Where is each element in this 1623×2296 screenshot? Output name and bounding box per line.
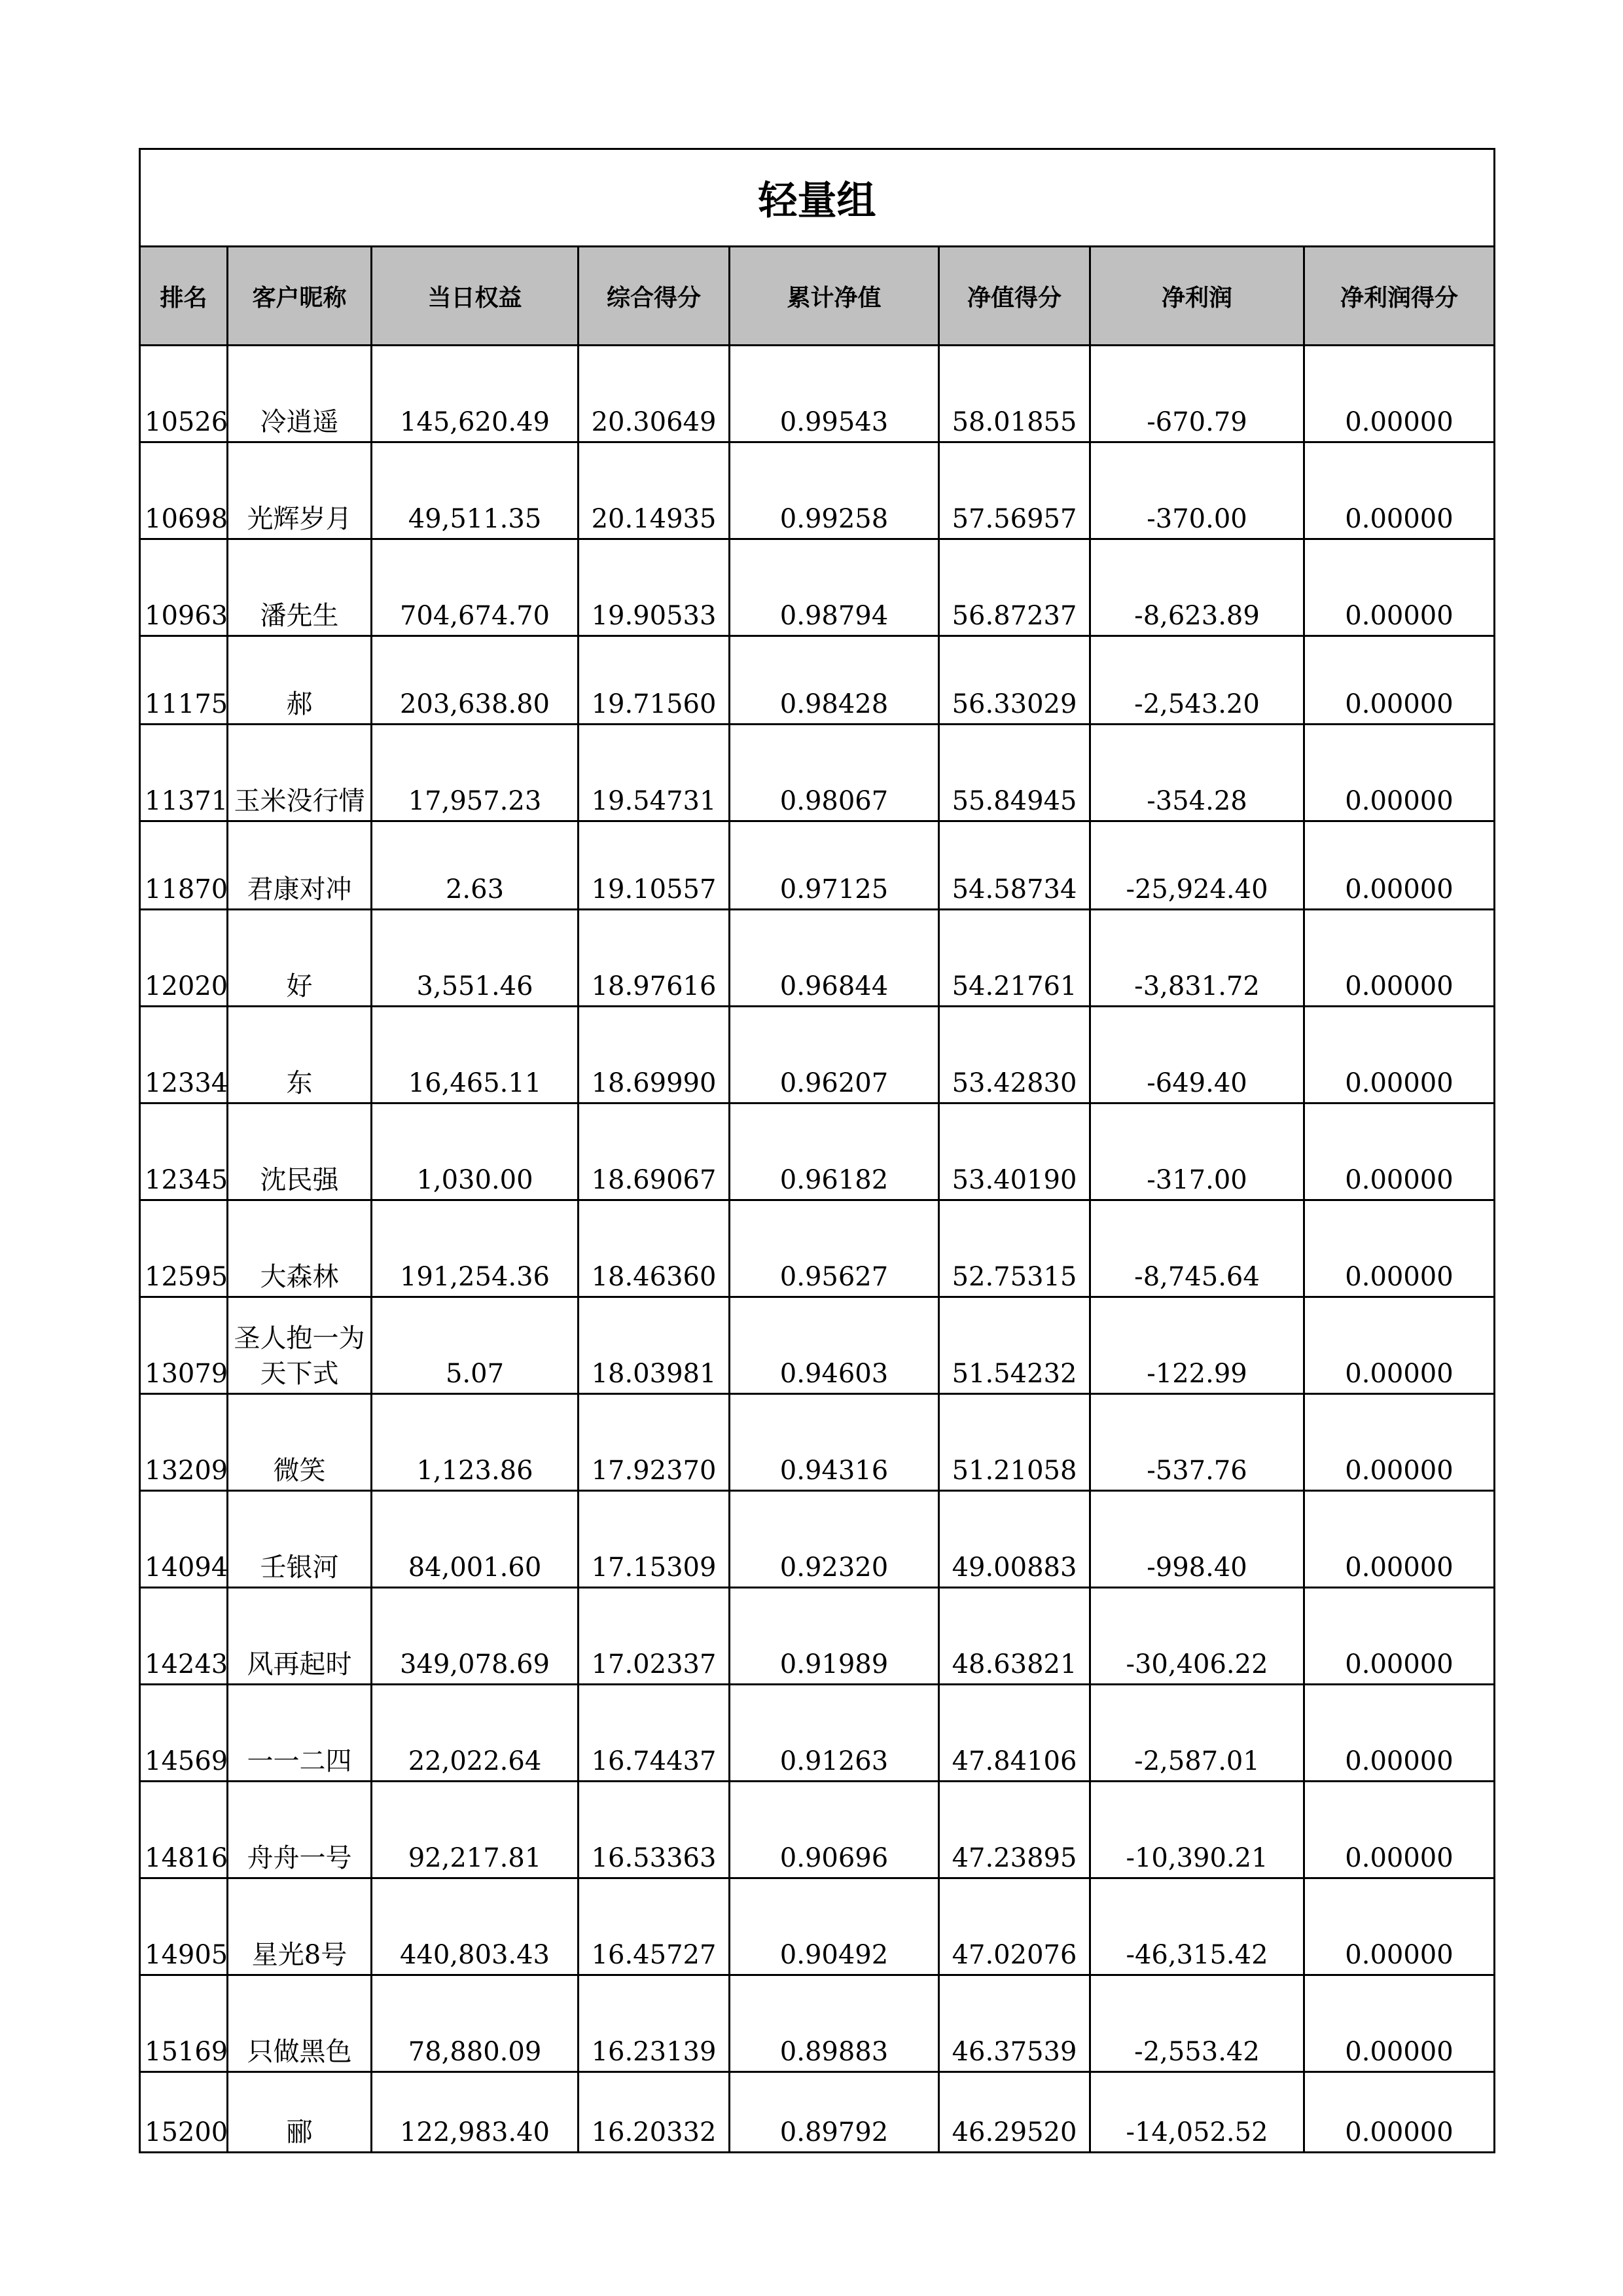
cell-nav-score: 46.29520 [939, 2072, 1090, 2153]
cell-equity: 203,638.80 [372, 636, 579, 725]
cell-equity: 349,078.69 [372, 1588, 579, 1685]
table-row [140, 1491, 1495, 1588]
table-row [140, 1685, 1495, 1782]
table-row [140, 1782, 1495, 1878]
cell-equity: 22,022.64 [372, 1685, 579, 1782]
cell-nickname: 郦 [228, 2072, 372, 2153]
cell-cumulative-nav: 0.96844 [730, 910, 939, 1007]
table-row [140, 1975, 1495, 2072]
cell-nav-score: 57.56957 [939, 442, 1090, 539]
cell-total-score: 18.03981 [579, 1297, 730, 1394]
cell-nav-score: 51.54232 [939, 1297, 1090, 1394]
cell-nav-score: 54.21761 [939, 910, 1090, 1007]
cell-nav-score: 47.23895 [939, 1782, 1090, 1878]
cell-cumulative-nav: 0.90696 [730, 1782, 939, 1878]
cell-net-profit-score: 0.00000 [1304, 1491, 1495, 1588]
table-row [140, 1200, 1495, 1297]
cell-nav-score: 58.01855 [939, 346, 1090, 442]
table-row [140, 910, 1495, 1007]
cell-nickname: 风再起时 [228, 1588, 372, 1685]
cell-cumulative-nav: 0.94316 [730, 1394, 939, 1491]
cell-equity: 92,217.81 [372, 1782, 579, 1878]
cell-equity: 84,001.60 [372, 1491, 579, 1588]
cell-total-score: 18.69990 [579, 1007, 730, 1103]
ranking-table [139, 148, 1495, 2153]
cell-nickname: 舟舟一号 [228, 1782, 372, 1878]
table-row [140, 1394, 1495, 1491]
cell-total-score: 18.69067 [579, 1103, 730, 1200]
cell-net-profit-score: 0.00000 [1304, 2072, 1495, 2153]
header-nav-score: 净值得分 [939, 247, 1090, 346]
cell-rank: 14243 [140, 1588, 228, 1685]
cell-net-profit: -649.40 [1090, 1007, 1304, 1103]
cell-net-profit: -8,745.64 [1090, 1200, 1304, 1297]
cell-net-profit-score: 0.00000 [1304, 442, 1495, 539]
cell-rank: 10698 [140, 442, 228, 539]
cell-cumulative-nav: 0.96207 [730, 1007, 939, 1103]
table-row [140, 2072, 1495, 2153]
cell-net-profit: -122.99 [1090, 1297, 1304, 1394]
cell-total-score: 18.97616 [579, 910, 730, 1007]
cell-net-profit: -998.40 [1090, 1491, 1304, 1588]
cell-total-score: 16.45727 [579, 1878, 730, 1975]
cell-rank: 10526 [140, 346, 228, 442]
cell-net-profit-score: 0.00000 [1304, 346, 1495, 442]
cell-net-profit-score: 0.00000 [1304, 725, 1495, 821]
cell-cumulative-nav: 0.92320 [730, 1491, 939, 1588]
cell-nickname: 星光8号 [228, 1878, 372, 1975]
cell-cumulative-nav: 0.99258 [730, 442, 939, 539]
cell-net-profit: -370.00 [1090, 442, 1304, 539]
cell-cumulative-nav: 0.98794 [730, 539, 939, 636]
cell-total-score: 16.74437 [579, 1685, 730, 1782]
cell-rank: 14816 [140, 1782, 228, 1878]
header-rank: 排名 [140, 247, 228, 346]
cell-equity: 704,674.70 [372, 539, 579, 636]
cell-rank: 12345 [140, 1103, 228, 1200]
table-row [140, 442, 1495, 539]
cell-net-profit-score: 0.00000 [1304, 1103, 1495, 1200]
cell-net-profit-score: 0.00000 [1304, 1297, 1495, 1394]
cell-nickname: 东 [228, 1007, 372, 1103]
cell-cumulative-nav: 0.99543 [730, 346, 939, 442]
cell-equity: 122,983.40 [372, 2072, 579, 2153]
cell-rank: 15169 [140, 1975, 228, 2072]
cell-net-profit-score: 0.00000 [1304, 821, 1495, 910]
cell-total-score: 19.10557 [579, 821, 730, 910]
cell-net-profit-score: 0.00000 [1304, 1685, 1495, 1782]
cell-nickname: 好 [228, 910, 372, 1007]
cell-net-profit: -14,052.52 [1090, 2072, 1304, 2153]
cell-rank: 11175 [140, 636, 228, 725]
cell-rank: 14094 [140, 1491, 228, 1588]
cell-rank: 11870 [140, 821, 228, 910]
cell-nickname: 君康对冲 [228, 821, 372, 910]
cell-equity: 49,511.35 [372, 442, 579, 539]
cell-cumulative-nav: 0.98428 [730, 636, 939, 725]
cell-total-score: 17.92370 [579, 1394, 730, 1491]
cell-nickname: 圣人抱一为天下式 [228, 1297, 372, 1394]
cell-nav-score: 48.63821 [939, 1588, 1090, 1685]
cell-nav-score: 53.42830 [939, 1007, 1090, 1103]
cell-net-profit: -2,587.01 [1090, 1685, 1304, 1782]
cell-net-profit: -30,406.22 [1090, 1588, 1304, 1685]
table-title: 轻量组 [140, 149, 1495, 247]
cell-rank: 15200 [140, 2072, 228, 2153]
cell-cumulative-nav: 0.91263 [730, 1685, 939, 1782]
cell-nav-score: 53.40190 [939, 1103, 1090, 1200]
cell-net-profit: -8,623.89 [1090, 539, 1304, 636]
cell-net-profit: -537.76 [1090, 1394, 1304, 1491]
cell-cumulative-nav: 0.98067 [730, 725, 939, 821]
cell-total-score: 20.30649 [579, 346, 730, 442]
cell-total-score: 16.20332 [579, 2072, 730, 2153]
cell-nav-score: 56.87237 [939, 539, 1090, 636]
cell-cumulative-nav: 0.89792 [730, 2072, 939, 2153]
header-net-profit: 净利润 [1090, 247, 1304, 346]
cell-equity: 78,880.09 [372, 1975, 579, 2072]
table-row [140, 636, 1495, 725]
header-total-score: 综合得分 [579, 247, 730, 346]
cell-nickname: 郝 [228, 636, 372, 725]
cell-cumulative-nav: 0.96182 [730, 1103, 939, 1200]
cell-net-profit: -2,543.20 [1090, 636, 1304, 725]
cell-net-profit: -670.79 [1090, 346, 1304, 442]
cell-nickname: 微笑 [228, 1394, 372, 1491]
cell-net-profit: -46,315.42 [1090, 1878, 1304, 1975]
cell-cumulative-nav: 0.91989 [730, 1588, 939, 1685]
cell-net-profit-score: 0.00000 [1304, 1782, 1495, 1878]
cell-total-score: 19.90533 [579, 539, 730, 636]
cell-net-profit: -3,831.72 [1090, 910, 1304, 1007]
cell-net-profit-score: 0.00000 [1304, 636, 1495, 725]
cell-equity: 3,551.46 [372, 910, 579, 1007]
cell-net-profit: -354.28 [1090, 725, 1304, 821]
cell-nav-score: 51.21058 [939, 1394, 1090, 1491]
cell-rank: 13079 [140, 1297, 228, 1394]
cell-rank: 11371 [140, 725, 228, 821]
cell-cumulative-nav: 0.94603 [730, 1297, 939, 1394]
cell-rank: 14569 [140, 1685, 228, 1782]
cell-rank: 12334 [140, 1007, 228, 1103]
cell-rank: 14905 [140, 1878, 228, 1975]
cell-total-score: 16.23139 [579, 1975, 730, 2072]
cell-net-profit-score: 0.00000 [1304, 910, 1495, 1007]
header-equity: 当日权益 [372, 247, 579, 346]
cell-net-profit-score: 0.00000 [1304, 1975, 1495, 2072]
cell-equity: 17,957.23 [372, 725, 579, 821]
cell-nickname: 一一二四 [228, 1685, 372, 1782]
table-row [140, 1878, 1495, 1975]
cell-nav-score: 55.84945 [939, 725, 1090, 821]
header-nickname: 客户昵称 [228, 247, 372, 346]
cell-net-profit: -2,553.42 [1090, 1975, 1304, 2072]
cell-net-profit: -25,924.40 [1090, 821, 1304, 910]
table-row [140, 1103, 1495, 1200]
cell-net-profit-score: 0.00000 [1304, 1394, 1495, 1491]
table-row [140, 725, 1495, 821]
cell-total-score: 20.14935 [579, 442, 730, 539]
cell-nav-score: 47.84106 [939, 1685, 1090, 1782]
cell-net-profit: -10,390.21 [1090, 1782, 1304, 1878]
cell-nav-score: 52.75315 [939, 1200, 1090, 1297]
cell-net-profit-score: 0.00000 [1304, 1007, 1495, 1103]
header-row [140, 247, 1495, 346]
table-row [140, 346, 1495, 442]
cell-nav-score: 56.33029 [939, 636, 1090, 725]
cell-rank: 12020 [140, 910, 228, 1007]
cell-equity: 1,123.86 [372, 1394, 579, 1491]
cell-total-score: 17.15309 [579, 1491, 730, 1588]
header-net-profit-score: 净利润得分 [1304, 247, 1495, 346]
cell-total-score: 17.02337 [579, 1588, 730, 1685]
cell-nav-score: 54.58734 [939, 821, 1090, 910]
cell-equity: 2.63 [372, 821, 579, 910]
table-row [140, 1297, 1495, 1394]
table-row [140, 821, 1495, 910]
table-row [140, 1588, 1495, 1685]
table-row [140, 539, 1495, 636]
cell-nav-score: 46.37539 [939, 1975, 1090, 2072]
cell-nickname: 玉米没行情 [228, 725, 372, 821]
cell-total-score: 19.54731 [579, 725, 730, 821]
cell-total-score: 18.46360 [579, 1200, 730, 1297]
cell-nav-score: 47.02076 [939, 1878, 1090, 1975]
cell-equity: 16,465.11 [372, 1007, 579, 1103]
cell-equity: 145,620.49 [372, 346, 579, 442]
cell-total-score: 16.53363 [579, 1782, 730, 1878]
cell-net-profit-score: 0.00000 [1304, 539, 1495, 636]
cell-nickname: 光辉岁月 [228, 442, 372, 539]
cell-nickname: 壬银河 [228, 1491, 372, 1588]
cell-nickname: 冷逍遥 [228, 346, 372, 442]
header-cumulative-nav: 累计净值 [730, 247, 939, 346]
cell-nickname: 潘先生 [228, 539, 372, 636]
cell-equity: 191,254.36 [372, 1200, 579, 1297]
cell-equity: 1,030.00 [372, 1103, 579, 1200]
cell-equity: 440,803.43 [372, 1878, 579, 1975]
cell-net-profit-score: 0.00000 [1304, 1878, 1495, 1975]
cell-net-profit-score: 0.00000 [1304, 1588, 1495, 1685]
cell-net-profit: -317.00 [1090, 1103, 1304, 1200]
cell-rank: 13209 [140, 1394, 228, 1491]
cell-nickname: 只做黑色 [228, 1975, 372, 2072]
cell-total-score: 19.71560 [579, 636, 730, 725]
cell-cumulative-nav: 0.95627 [730, 1200, 939, 1297]
cell-net-profit-score: 0.00000 [1304, 1200, 1495, 1297]
cell-nickname: 沈民强 [228, 1103, 372, 1200]
cell-nickname: 大森林 [228, 1200, 372, 1297]
cell-cumulative-nav: 0.89883 [730, 1975, 939, 2072]
cell-equity: 5.07 [372, 1297, 579, 1394]
table-row [140, 1007, 1495, 1103]
cell-cumulative-nav: 0.97125 [730, 821, 939, 910]
cell-cumulative-nav: 0.90492 [730, 1878, 939, 1975]
cell-rank: 10963 [140, 539, 228, 636]
cell-nav-score: 49.00883 [939, 1491, 1090, 1588]
cell-rank: 12595 [140, 1200, 228, 1297]
